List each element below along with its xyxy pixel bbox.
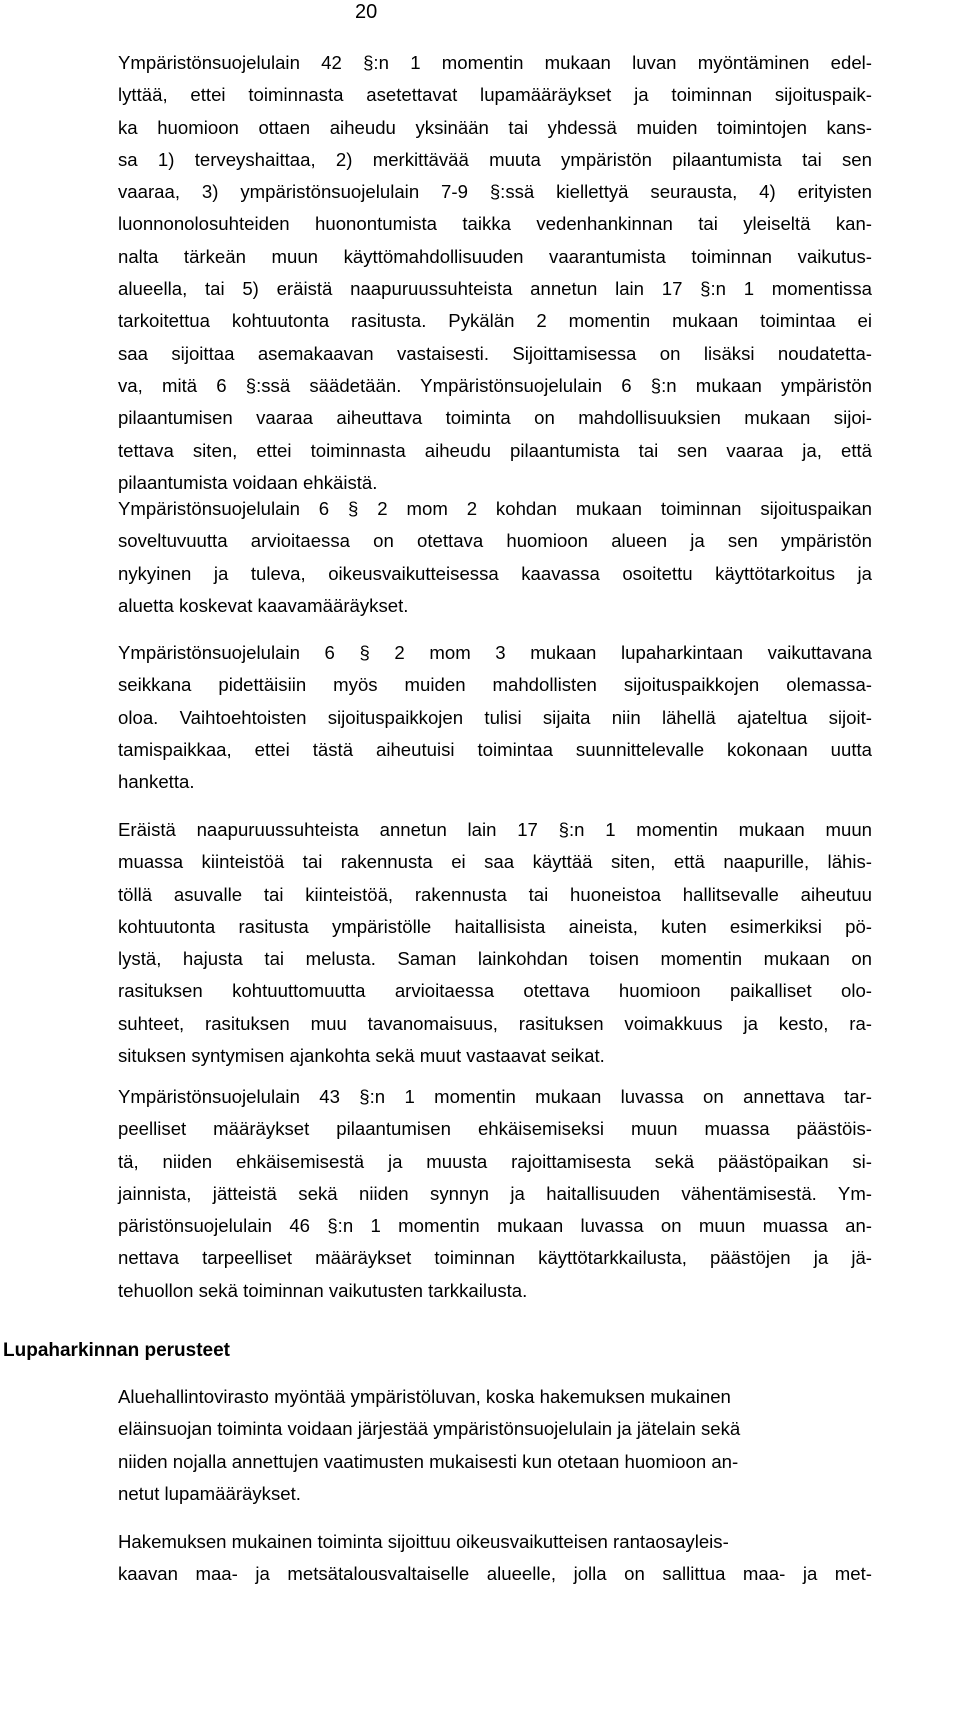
text-line: netut lupamääräykset. [118, 1482, 301, 1504]
text-line: va, mitä 6 §:ssä säädetään. Ympäristönsuojelulain 6 §:n mukaan ympäristön [118, 374, 872, 396]
text-line: Ympäristönsuojelulain 6 § 2 mom 3 mukaan lupaharkintaan vaikuttavana [118, 642, 872, 663]
text-line: vaaraa, 3) ympäristönsuojelulain 7-9 §:ssä kiellettyä seurausta, 4) erityisten [118, 181, 872, 203]
text-line: lystä, hajusta tai melusta. Saman lainkohdan toisen momentin mukaan on [118, 948, 872, 970]
text-line: nettava tarpeelliset määräykset toiminnan käyttötarkkailusta, päästöjen ja jä- [118, 1247, 872, 1269]
text-line: aluetta koskevat kaavamääräykset. [118, 594, 409, 616]
text-line: muassa kiinteistöä tai rakennusta ei saa käyttää siten, että naapurille, lähis- [118, 851, 872, 873]
text-line: töllä asuvalle tai kiinteistöä, rakennusta tai huoneistoa hallitsevalle aiheutuu [118, 883, 872, 905]
text-line: suhteet, rasituksen muu tavanomaisuus, rasituksen voimakkuus ja kesto, ra- [118, 1012, 872, 1034]
paragraph-3 [118, 637, 872, 798]
section-heading: Lupaharkinnan perusteet [3, 1340, 230, 1361]
text-line: pilaantumisen vaaraa aiheuttava toiminta on mahdollisuuksien mukaan sijoi- [118, 407, 872, 429]
text-line: tä, niiden ehkäisemisestä ja muusta rajoittamisesta sekä päästöpaikan si- [118, 1150, 872, 1172]
text-line: tettava siten, ettei toiminnasta aiheudu pilaantumista tai sen vaaraa ja, että [118, 439, 872, 461]
text-line: ka huomioon ottaen aiheudu yksinään tai yhdessä muiden toimintojen kans- [118, 116, 872, 138]
text-line: Aluehallintovirasto myöntää ympäristöluvan, koska hakemuksen mukainen [118, 1386, 731, 1407]
text-line: seikkana pidettäisiin myös muiden mahdollisten sijoituspaikkojen olemassa- [118, 674, 872, 696]
text-line: niiden nojalla annettujen vaatimusten mukaisesti kun otetaan huomioon an- [118, 1450, 739, 1472]
text-line: sa 1) terveyshaittaa, 2) merkittävää muuta ympäristön pilaantumista tai sen [118, 148, 872, 170]
text-line: nalta tärkeän muun käyttömahdollisuuden vaarantumista toiminnan vaikutus- [118, 245, 872, 267]
text-line: Ympäristönsuojelulain 6 § 2 mom 2 kohdan mukaan toiminnan sijoituspaikan [118, 498, 872, 519]
text-line: päristönsuojelulain 46 §:n 1 momentin mukaan luvassa on muun muassa an- [118, 1215, 872, 1237]
text-line: rasituksen kohtuuttomuutta arvioitaessa otettava huomioon paikalliset olo- [118, 980, 872, 1002]
text-line: oloa. Vaihtoehtoisten sijoituspaikkojen tulisi sijaita niin lähellä ajateltua sijoit- [118, 706, 872, 728]
paragraph-5 [118, 1081, 872, 1307]
text-line: eläinsuojan toiminta voidaan järjestää ympäristönsuojelulain ja jätelain sekä [118, 1418, 741, 1440]
paragraph-2 [118, 493, 872, 622]
text-line: Ympäristönsuojelulain 42 §:n 1 momentin mukaan luvan myöntäminen edel- [118, 52, 872, 73]
text-line: tehuollon sekä toiminnan vaikutusten tarkkailusta. [118, 1279, 528, 1301]
text-line: tamispaikkaa, ettei tästä aiheutuisi toimintaa suunnittelevalle kokonaan uutta [118, 738, 872, 760]
text-line: soveltuvuutta arvioitaessa on otettava huomioon alueen ja sen ympäristön [118, 530, 872, 552]
text-line: jainnista, jätteistä sekä niiden synnyn ja haitallisuuden vähentämisestä. Ym- [118, 1182, 872, 1204]
text-line: lyttää, ettei toiminnasta asetettavat lupamääräykset ja toiminnan sijoituspaik- [118, 84, 872, 106]
text-line: kohtuutonta rasitusta ympäristölle haitallisista aineista, kuten esimerkiksi pö- [118, 915, 872, 937]
text-line: pilaantumista voidaan ehkäistä. [118, 471, 378, 493]
paragraph-1 [118, 47, 872, 499]
text-line: hanketta. [118, 771, 195, 793]
paragraph-7 [118, 1526, 872, 1591]
text-line: Eräistä naapuruussuhteista annetun lain 17 §:n 1 momentin mukaan muun [118, 819, 872, 840]
text-line: nykyinen ja tuleva, oikeusvaikutteisessa kaavassa osoitettu käyttötarkoitus ja [118, 562, 872, 584]
text-line: alueella, tai 5) eräistä naapuruussuhteista annetun lain 17 §:n 1 momentissa [118, 278, 872, 300]
page-number: 20 [355, 1, 378, 23]
text-line: luonnonolosuhteiden huonontumista taikka vedenhankinnan tai yleiseltä kan- [118, 213, 872, 235]
text-line: saa sijoittaa asemakaavan vastaisesti. Sijoittamisessa on lisäksi noudatetta- [118, 342, 872, 364]
paragraph-6 [118, 1381, 872, 1510]
text-line: Hakemuksen mukainen toiminta sijoittuu oikeusvaikutteisen rantaosayleis- [118, 1531, 729, 1552]
text-line: peelliset määräykset pilaantumisen ehkäisemiseksi muun muassa päästöis- [118, 1118, 872, 1140]
text-line: kaavan maa- ja metsätalousvaltaiselle alueelle, jolla on sallittua maa- ja met- [118, 1563, 872, 1585]
text-line: tarkoitettua kohtuutonta rasitusta. Pykälän 2 momentin mukaan toimintaa ei [118, 310, 872, 332]
paragraph-4 [118, 814, 872, 1072]
text-line: Ympäristönsuojelulain 43 §:n 1 momentin mukaan luvassa on annettava tar- [118, 1086, 872, 1107]
text-line: situksen syntymisen ajankohta sekä muut vastaavat seikat. [118, 1045, 605, 1067]
